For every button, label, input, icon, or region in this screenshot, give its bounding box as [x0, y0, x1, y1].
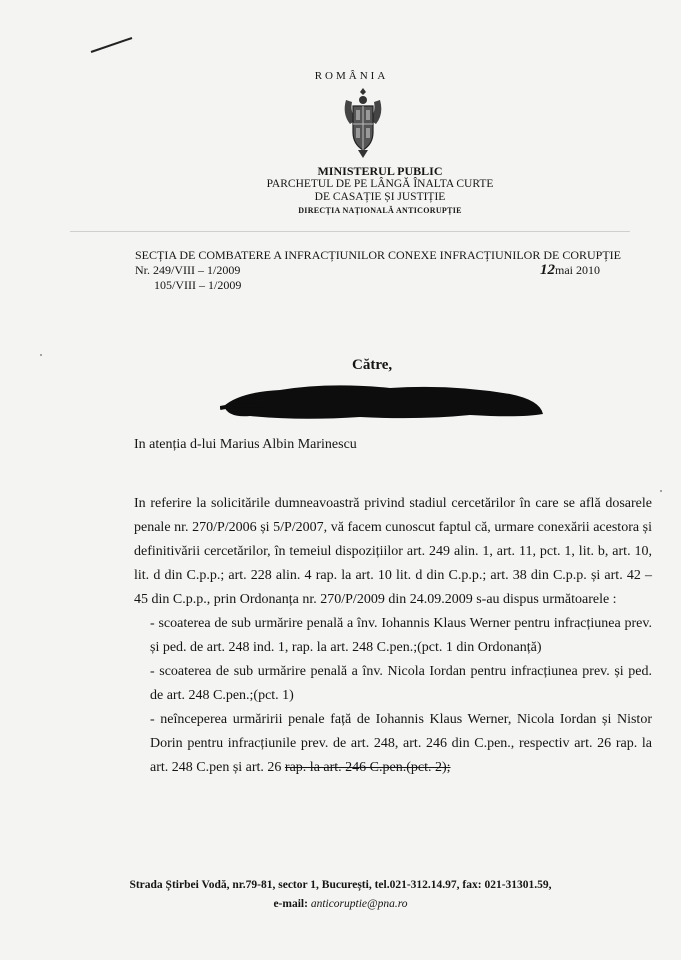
- header-divider: [70, 231, 630, 232]
- attention-line: In atenția d-lui Marius Albin Marinescu: [134, 437, 357, 452]
- item-3-struck-text: rap. la art. 246 C.pen.(pct. 2);: [284, 760, 451, 775]
- item-2: [134, 660, 652, 708]
- office-name-line2: DE CASAȚIE ȘI JUSTIȚIE: [314, 191, 446, 203]
- addressee-heading: Către,: [352, 357, 393, 373]
- registration-number-2: 105/VIII – 1/2009: [154, 278, 242, 292]
- date-month-year: mai 2010: [555, 263, 600, 277]
- item-3-text: - neînceperea urmăririi penale față de Iohannis Klaus Werner, Nicola Iordan și Nistor Dorin pentru infracțiunile prev. de art. 248, art. 246 din C.pen., respectiv art. 26 rap. la art. 248 C.pen și art. 26: [150, 712, 652, 775]
- country-name: ROMÂNIA: [314, 70, 389, 82]
- issuing-authority: [220, 165, 540, 217]
- intro-paragraph: [134, 492, 652, 612]
- email-label: e-mail:: [273, 898, 311, 910]
- document-date: [540, 262, 600, 279]
- footer-email: [0, 895, 681, 914]
- date-day-handwritten: 12: [540, 262, 555, 278]
- item-1-text: - scoaterea de sub urmărire penală a înv. Iohannis Klaus Werner pentru infracțiunea prev. și ped. de art. 248 ind. 1, rap. la art. 248 C.pen.;(pct. 1 din Ordonanță): [150, 616, 652, 655]
- intro-text: In referire la solicitările dumneavoastră privind stadiul cercetărilor în care se află dosarele penale nr. 270/P/2006 și 5/P/2007, vă facem cunoscut faptul că, urmare conexării acestora și definitivării cercetărilor, în temeiul dispozițiilor art. 249 alin. 1, art. 11, pct. 1, lit. b, art. 10, lit. d din C.p.p.; art. 228 alin. 4 rap. la art. 10 lit. d din C.p.p.; art. 38 din C.p.p. și art. 42 – 45 din C.p.p., prin Ordonanța nr. 270/P/2009 din 24.09.2009 s-au dispus următoarele :: [134, 496, 652, 607]
- letter-body: [134, 492, 652, 780]
- scan-speck: [40, 354, 42, 356]
- coat-of-arms-icon: [340, 84, 386, 160]
- item-2-text: - scoaterea de sub urmărire penală a înv. Nicola Iordan pentru infracțiunea prev. și ped. de art. 248 C.pen.;(pct. 1): [150, 664, 652, 703]
- office-name-line1: PARCHETUL DE PE LÂNGĂ ÎNALTA CURTE: [266, 178, 494, 190]
- pen-stroke-mark: [90, 36, 135, 54]
- item-1: [134, 612, 652, 660]
- registration-number-1: Nr. 249/VIII – 1/2009: [135, 263, 241, 277]
- redaction-mark: [220, 378, 545, 423]
- directorate-name: DIRECȚIA NAȚIONALĂ ANTICORUPȚIE: [298, 206, 462, 215]
- footer-contact: [0, 876, 681, 914]
- footer-address: Strada Știrbei Vodă, nr.79-81, sector 1, București, tel.021-312.14.97, fax: 021-31301.59,: [129, 879, 552, 891]
- ministry-name: MINISTERUL PUBLIC: [317, 164, 443, 178]
- email-address: anticoruptie@pna.ro: [310, 898, 408, 910]
- item-3: [134, 708, 652, 780]
- section-name: SECȚIA DE COMBATERE A INFRACȚIUNILOR CONEXE INFRACȚIUNILOR DE CORUPȚIE: [135, 248, 622, 262]
- scan-speck: [660, 490, 662, 492]
